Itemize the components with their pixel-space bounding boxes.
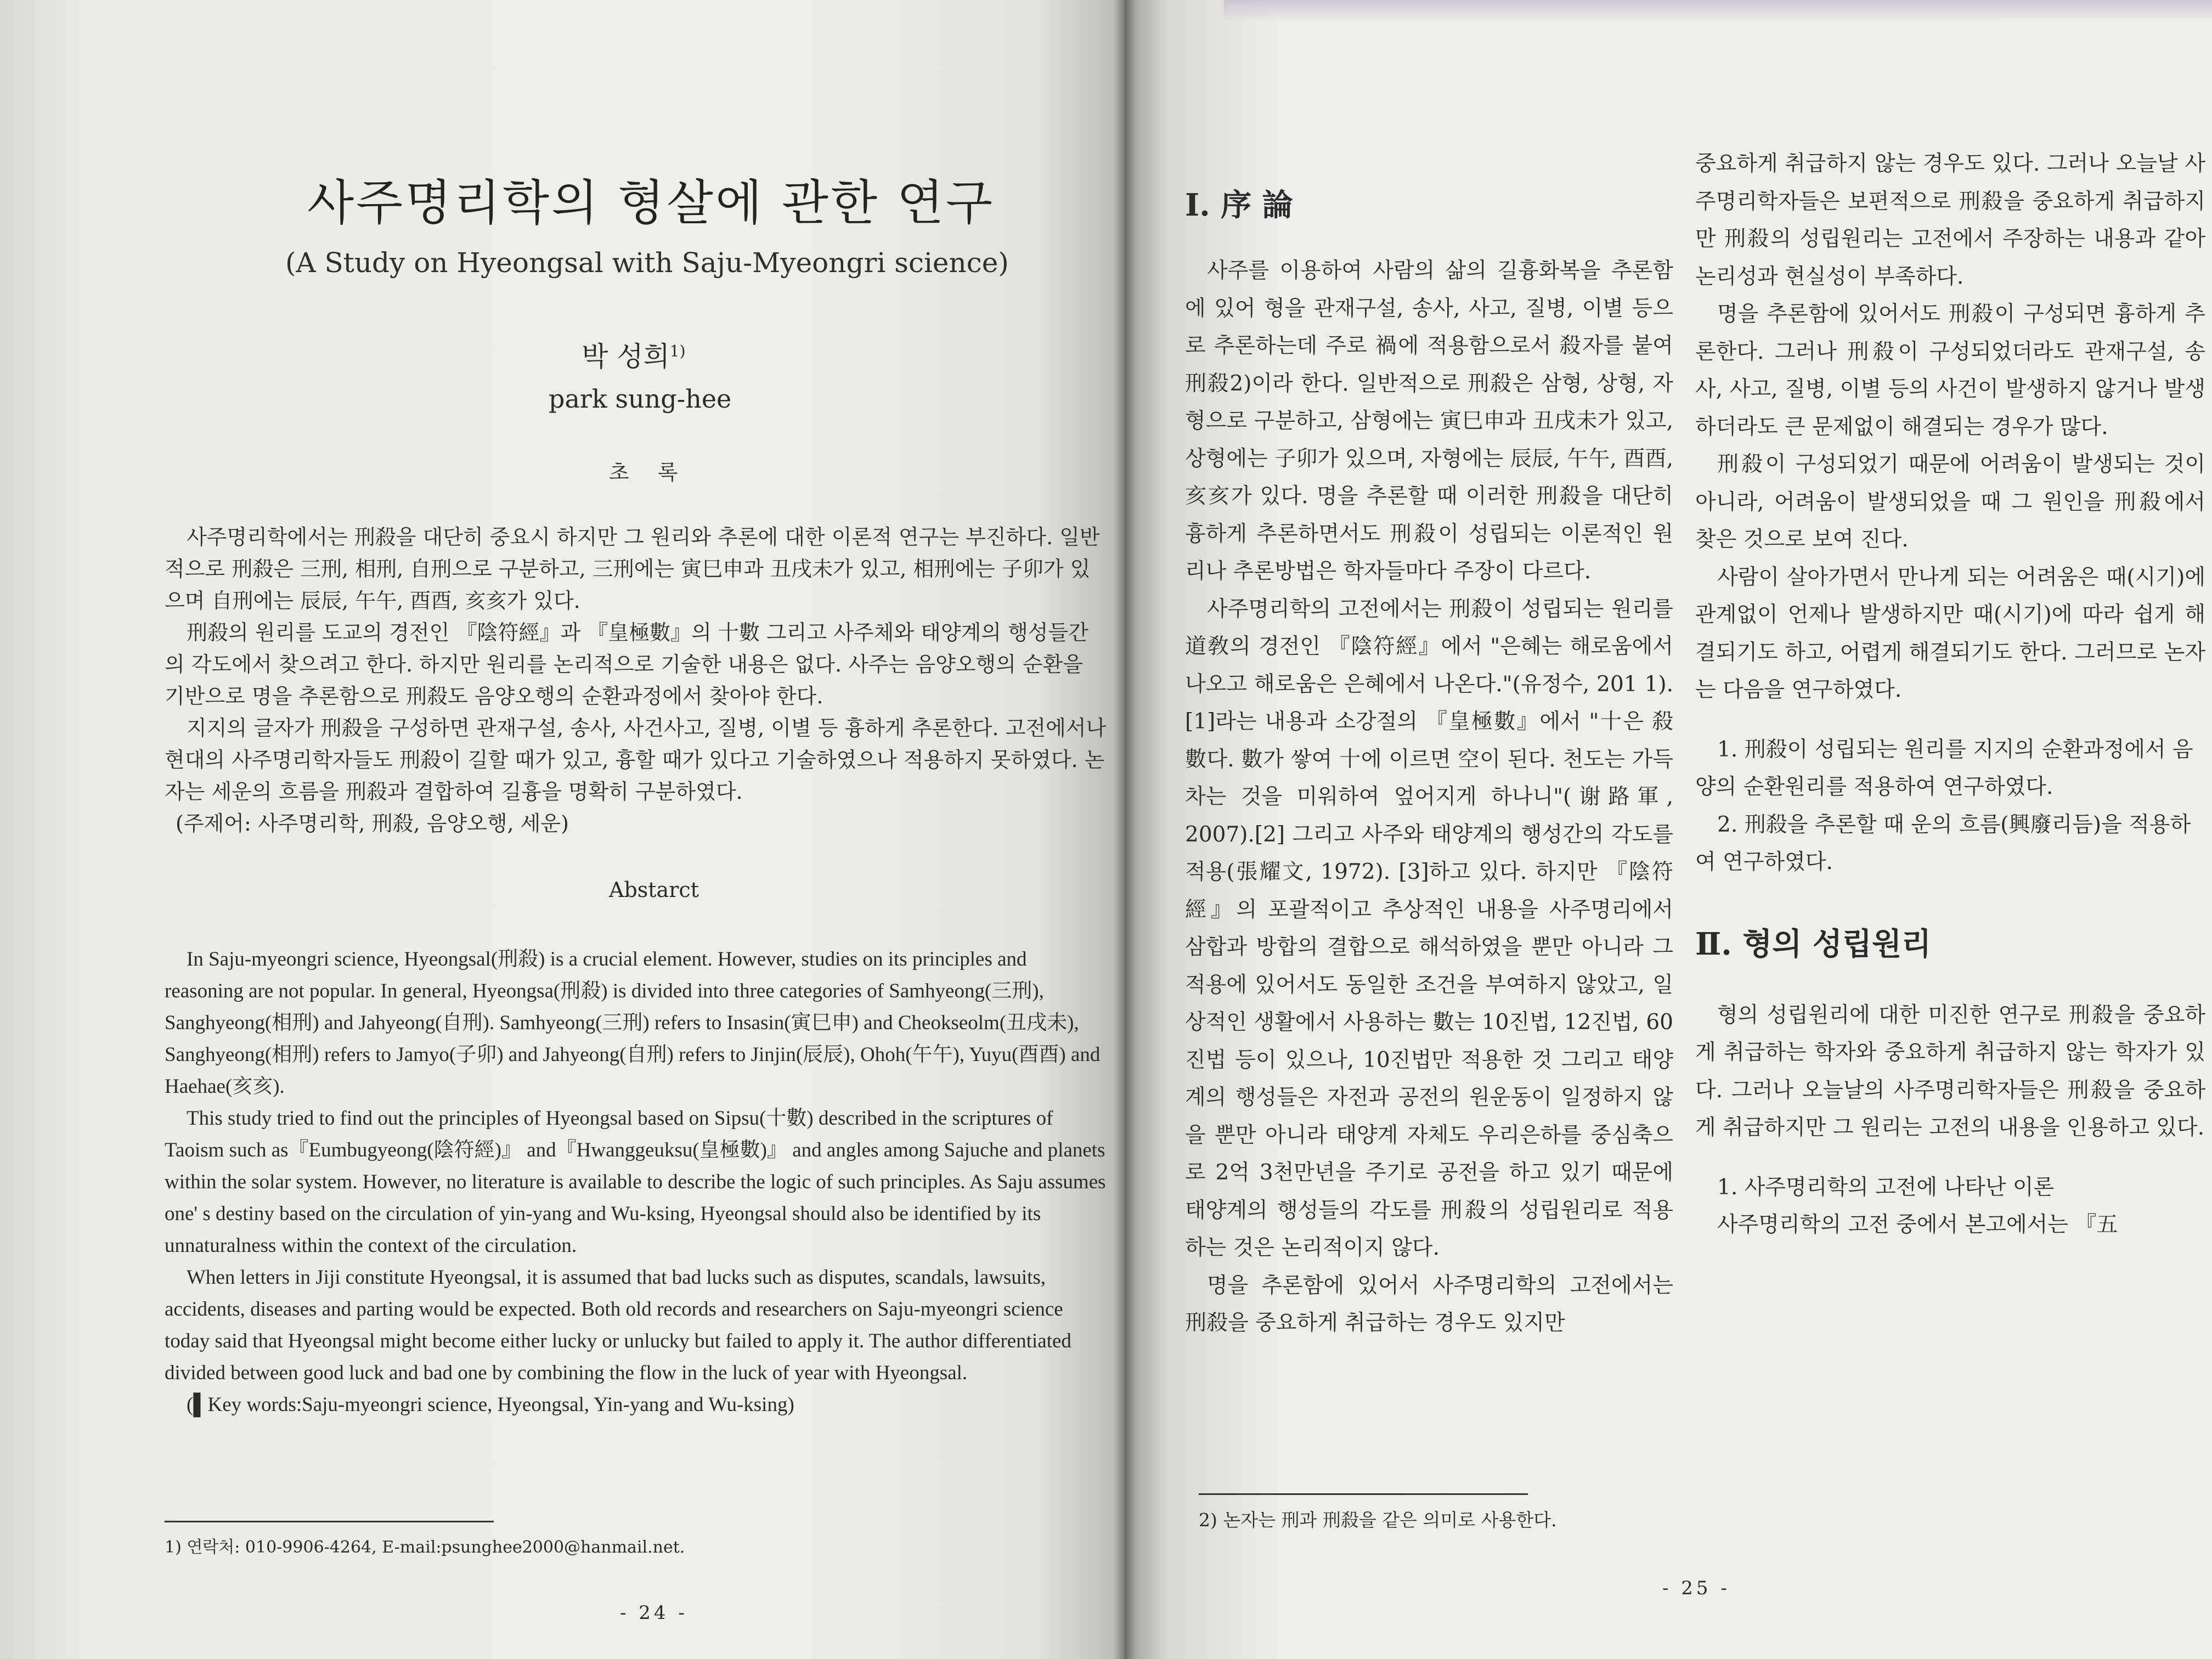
paper-title: 사주명리학의 형살에 관한 연구 (307, 174, 995, 231)
footnote-divider (165, 1521, 494, 1522)
section-title-introduction: Ⅰ. 序 論 (1185, 187, 1293, 223)
korean-keywords: (주제어: 사주명리학, 刑殺, 음양오행, 세운) (176, 811, 569, 836)
korean-abstract-paragraph: 사주명리학에서는 刑殺을 대단히 중요시 하지만 그 원리와 추론에 대한 이론적 연구는 부진하다. 일반적으로 刑殺은 三刑, 相刑, 自刑으로 구분하고, 三刑에는 寅巳申과 丑戌未가 있고, 相刑에는 子卯가 있으며 自刑에는 辰辰, 午午, 酉酉, 亥亥가 있다. (165, 525, 1100, 613)
right-column-1 (1185, 181, 1673, 1342)
body-paragraph: 명을 추론함에 있어서도 刑殺이 구성되면 흉하게 추론한다. 그러나 刑殺이 구성되었더라도 관재구설, 송사, 사고, 질병, 이별 등의 사건이 발생하지 않거나 발생하더라도 큰 문제없이 해결되는 경우가 많다. (1695, 302, 2205, 439)
korean-abstract-paragraph: 지지의 글자가 刑殺을 구성하면 관재구설, 송사, 사건사고, 질병, 이별 등 흉하게 추론한다. 고전에서나 현대의 사주명리학자들도 刑殺이 길할 때가 있고, 흉할 때가 있다고 기술하였으나 적용하지 못하였다. 논자는 세운의 흐름을 刑殺과 결합하여 길흉을 명확히 구분하였다. (165, 716, 1107, 804)
spacer (1695, 1147, 2205, 1169)
edge-tint (1223, 0, 2212, 22)
english-abstract (165, 944, 1108, 1421)
footnote-terminology: 2) 논자는 刑과 刑殺을 같은 의미로 사용한다. (1199, 1509, 1557, 1531)
body-paragraph: 중요하게 취급하지 않는 경우도 있다. 그러나 오늘날 사주명리학자들은 보편적으로 刑殺을 중요하게 취급하지만 刑殺의 성립원리는 고전에서 주장하는 내용과 같아 논리성과 현실성이 부족하다. (1695, 151, 2205, 289)
subsection-title: 1. 사주명리학의 고전에 나타난 이론 (1717, 1175, 2055, 1200)
section-title-principle: Ⅱ. 형의 성립원리 (1695, 926, 1932, 962)
author-korean (582, 335, 801, 374)
body-paragraph: 刑殺이 구성되었기 때문에 어려움이 발생되는 것이 아니라, 어려움이 발생되었을 때 그 원인을 刑殺에서 찾은 것으로 보여 진다. (1695, 452, 2205, 552)
body-paragraph: 명을 추론함에 있어서 사주명리학의 고전에서는 刑殺을 중요하게 취급하는 경우도 있지만 (1185, 1273, 1673, 1335)
author-korean-name: 박 성희 (582, 341, 670, 373)
korean-abstract (165, 521, 1108, 839)
research-list-item: 2. 刑殺을 추론할 때 운의 흐름(興廢리듬)을 적용하여 연구하였다. (1695, 812, 2191, 874)
right-column-2 (1695, 145, 2205, 1244)
korean-abstract-heading: 초 록 (609, 460, 689, 484)
body-paragraph: 사주명리학의 고전 중에서 본고에서는 『五 (1717, 1212, 2118, 1237)
body-paragraph: 사람이 살아가면서 만나게 되는 어려움은 때(시기)에 관계없이 언제나 발생하지만 때(시기)에 따라 쉽게 해결되기도 하고, 어렵게 해결되기도 한다. 그러므로 논자는 다음을 연구하였다. (1695, 565, 2205, 702)
author-footnote-mark: 1) (669, 342, 686, 360)
english-abstract-paragraph: In Saju-myeongri science, Hyeongsal(刑殺) is a crucial element. However, studies on its principles and reasoning are not popular. In general, Hyeongsa(刑殺) is divided into three categories of Samhyeong(三刑), Sanghyeong(相刑) and Jahyeong(自刑). Samhyeong(三刑) refers to Insasin(寅巳申) and Cheokseolm(丑戌未), Sanghyeong(相刑) refers to Jamyo(子卯) and Jahyeong(自刑) refers to Jinjin(辰辰), Ohoh(午午), Yuyu(酉酉) and Haehae(亥亥). (165, 948, 1101, 1098)
korean-abstract-paragraph: 刑殺의 원리를 도교의 경전인 『陰符經』과 『皇極數』의 十數 그리고 사주체와 태양계의 행성들간의 각도에서 찾으려고 한다. 하지만 원리를 논리적으로 기술한 내용은 없다. 사주는 음양오행의 순환을 기반으로 명을 추론함으로 刑殺도 음양오행의 순환과정에서 찾아야 한다. (165, 620, 1088, 708)
footnote-contact: 1) 연락처: 010-9906-4264, E-mail:psunghee2000@hanmail.net. (165, 1538, 685, 1557)
footnote-divider (1199, 1493, 1528, 1495)
english-abstract-paragraph: When letters in Jiji constitute Hyeongsal, it is assumed that bad lucks such as disputes, scandals, lawsuits, accidents, diseases and parting would be expected. Both old records and researchers on Saju-myeongri science today said that Hyeongsal might become either lucky or unlucky but failed to apply it. The author differentiated divided between good luck and bad one by combining the flow in the luck of year with Hyeongsal. (165, 1266, 1071, 1384)
body-paragraph: 형의 성립원리에 대한 미진한 연구로 刑殺을 중요하게 취급하는 학자와 중요하게 취급하지 않는 학자가 있다. 그러나 오늘날의 사주명리학자들은 刑殺을 중요하게 취급하지만 그 원리는 고전의 내용을 인용하고 있다. (1695, 1002, 2205, 1140)
page-number-right: - 25 - (1662, 1577, 1730, 1599)
body-paragraph: 사주명리학의 고전에서는 刑殺이 성립되는 원리를 道敎의 경전인 『陰符經』에서 "은혜는 해로움에서 나오고 해로움은 은혜에서 나온다."(유정수, 201 1).[1]라는 내용과 소강절의 『皇極數』에서 "十은 殺數다. 數가 쌓여 十에 이르면 空이 된다. 천도는 가득 차는 것을 미워하여 엎어지게 하나니"(谢路軍, 2007).[2] 그리고 사주와 태양계의 행성간의 각도를 적용(張耀文, 1972). [3]하고 있다. 하지만 『陰符經』의 포괄적이고 추상적인 내용을 사주명리에서 삼합과 방합의 결합으로 해석하였을 뿐만 아니라 그 적용에 있어서도 동일한 조건을 부여하지 않았고, 일상적인 생활에서 사용하는 數는 10진법, 12진법, 60진법 등이 있으나, 10진법만 적용한 것 그리고 태양계의 행성들은 자전과 공전의 원운동이 일정하지 않을 뿐만 아니라 태양계 자체도 우리은하를 중심축으로 2억 3천만년을 주기로 공전을 하고 있기 때문에 태양계의 행성들의 각도를 刑殺의 성립원리로 적용하는 것은 논리적이지 않다. (1185, 596, 1673, 1260)
book-gutter (1114, 0, 1136, 1659)
english-keywords: (▌Key words:Saju-myeongri science, Hyeongsal, Yin-yang and Wu-ksing) (187, 1393, 794, 1416)
body-paragraph: 사주를 이용하여 사람의 삶의 길흉화복을 추론함에 있어 형을 관재구설, 송사, 사고, 질병, 이별 등으로 추론하는데 주로 禍에 적용함으로서 殺자를 붙여 刑殺2)이라 한다. 일반적으로 刑殺은 삼형, 상형, 자형으로 구분하고, 삼형에는 寅巳申과 丑戌未가 있고, 상형에는 子卯가 있으며, 자형에는 辰辰, 午午, 酉酉, 亥亥가 있다. 명을 추론할 때 이러한 刑殺을 대단히 흉하게 추론하면서도 刑殺이 성립되는 이론적인 원리나 추론방법은 학자들마다 주장이 다르다. (1185, 258, 1673, 584)
paper-subtitle: (A Study on Hyeongsal with Saju-Myeongri science) (285, 247, 1009, 279)
page-number-left: - 24 - (620, 1602, 688, 1624)
english-abstract-paragraph: This study tried to find out the principles of Hyeongsal based on Sipsu(十數) described in the scriptures of Taoism such as『Eumbugyeong(陰符經)』 and『Hwanggeuksu(皇極數)』 and angles among Sajuche and planets within the solar system. However, no literature is available to describe the logic of such principles. As Saju assumes one' s destiny based on the circulation of yin-yang and Wu-ksing, Hyeongsal should also be identified by its unnaturalness within the context of the circulation. (165, 1107, 1106, 1257)
english-abstract-heading: Abstarct (609, 878, 699, 902)
research-list-item: 1. 刑殺이 성립되는 원리를 지지의 순환과정에서 음양의 순환원리를 적용하여 연구하였다. (1695, 737, 2193, 799)
author-english: park sung-hee (549, 384, 732, 414)
spacer (1695, 709, 2205, 731)
